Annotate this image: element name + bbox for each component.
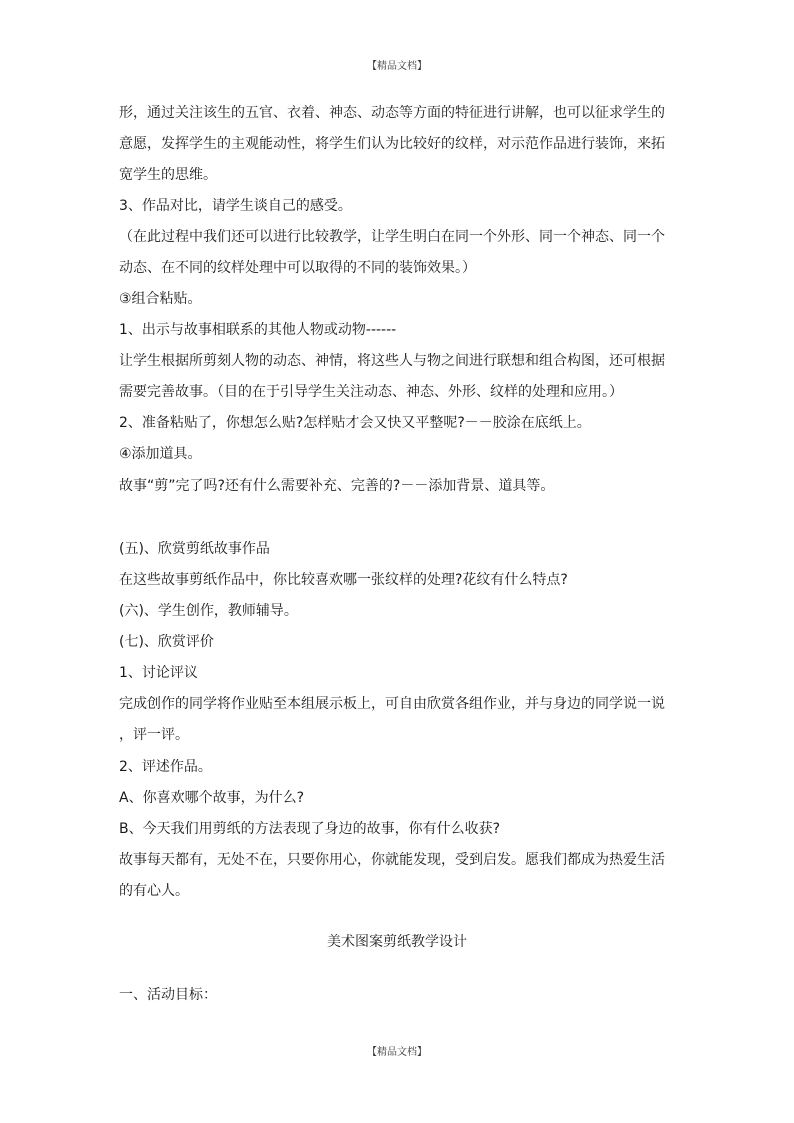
text-line: A、你喜欢哪个故事，为什么?: [119, 790, 305, 806]
text-line: (七)、欣赏评价: [119, 634, 214, 650]
text-line: 2、准备粘贴了，你想怎么贴?怎样贴才会又快又平整呢?－－胶涂在底纸上。: [119, 415, 591, 431]
text-line: 让学生根据所剪刻人物的动态、神情，将这些人与物之间进行联想和组合构图，还可根据: [119, 353, 665, 369]
page-footer: 【精品文档】: [367, 1047, 427, 1058]
section-heading: 一、活动目标：: [119, 987, 217, 1003]
text-line: 3、作品对比，请学生谈自己的感受。: [119, 198, 352, 214]
text-line: 需要完善故事。（目的在于引导学生关注动态、神态、外形、纹样的处理和应用。）: [119, 384, 623, 400]
text-line: B、今天我们用剪纸的方法表现了身边的故事，你有什么收获?: [119, 821, 501, 837]
text-line: 2、评述作品。: [119, 759, 212, 775]
text-line: 1、出示与故事相联系的其他人物或动物------: [119, 322, 397, 338]
text-line: ③组合粘贴。: [119, 291, 202, 307]
text-line: 宽学生的思维。: [119, 167, 217, 183]
text-line: 完成创作的同学将作业贴至本组展示板上，可自由欣赏各组作业，并与身边的同学说一说: [119, 696, 665, 712]
text-line: 意愿，发挥学生的主观能动性，将学生们认为比较好的纹样，对示范作品进行装饰，来拓: [119, 136, 665, 152]
text-line: 故事“剪”完了吗?还有什么需要补充、完善的?－－添加背景、道具等。: [119, 478, 555, 494]
text-line: 的有心人。: [119, 883, 189, 899]
text-line: ，评一评。: [119, 727, 189, 743]
text-line: 动态、在不同的纹样处理中可以取得的不同的装饰效果。）: [119, 260, 476, 276]
text-line: (五)、欣赏剪纸故事作品: [119, 541, 270, 557]
text-line: ④添加道具。: [119, 446, 202, 462]
page-header: 【精品文档】: [367, 61, 427, 72]
text-line: 1、讨论评议: [119, 665, 198, 681]
text-line: (六)、学生创作，教师辅导。: [119, 603, 298, 619]
text-line: （在此过程中我们还可以进行比较教学，让学生明白在同一个外形、同一个神态、同一个: [119, 229, 665, 245]
section-title: 美术图案剪纸教学设计: [327, 934, 467, 950]
text-line: 形，通过关注该生的五官、衣着、神态、动态等方面的特征进行讲解，也可以征求学生的: [119, 105, 665, 121]
text-line: 故事每天都有，无处不在，只要你用心，你就能发现，受到启发。愿我们都成为热爱生活: [119, 852, 665, 868]
text-line: 在这些故事剪纸作品中，你比较喜欢哪一张纹样的处理?花纹有什么特点?: [119, 572, 568, 588]
